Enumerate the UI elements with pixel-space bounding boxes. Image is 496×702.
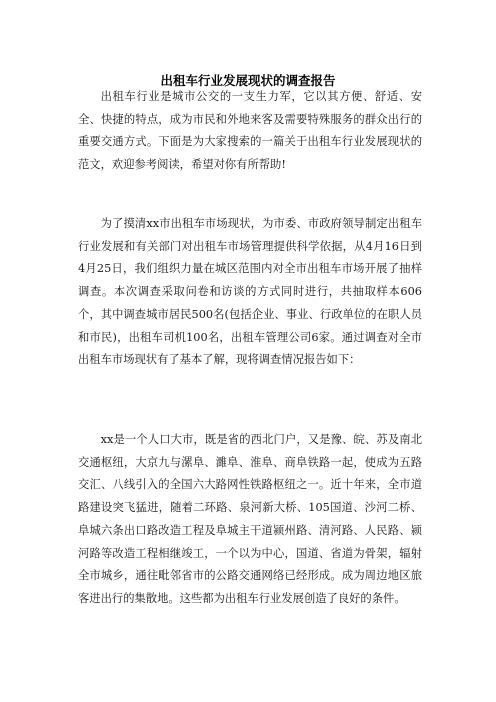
document-title: 出租车行业发展现状的调查报告 (160, 73, 336, 89)
survey-method-paragraph: 为了摸清xx市出租车市场现状，为市委、市政府领导制定出租车行业发展和有关部门对出租车市场管理提供科学依据，从4月16日到4月25日，我们组织力量在城区范围内对全市出租车市场开展了抽样调查。本次调查采取问卷和访谈的方式同时进行，共抽取样本606个，其中调查城市居民500名(包括企业、事业、行政单位的在职人员和市民)，出租车司机100名，出租车管理公司6家。通过调查对全市出租车市场现状有了基本了解，现将调查情况报告如下： (78, 217, 422, 367)
intro-paragraph: 出租车行业是城市公交的一支生力军，它以其方便、舒适、安全、快捷的特点，成为市民和外地来客及需要特殊服务的群众出行的重要交通方式。下面是为大家搜索的一篇关于出租车行业发展现状的范文，欢迎参考阅读，希望对你有所帮助! (78, 90, 422, 172)
city-background-paragraph: xx是一个人口大市，既是省的西北门户，又是豫、皖、苏及南北交通枢纽，大京九与漯阜、濉阜、淮阜、商阜铁路一起，使成为五路交汇、八线引入的全国六大路网性铁路枢纽之一。近十年来，全市道路建设突飞猛进，随着二环路、泉河新大桥、105国道、沙河二桥、阜城六条出口路改造工程及阜城主干道颍州路、清河路、人民路、颍河路等改造工程相继竣工，一个以为中心，国道、省道为骨架，辐射全市城乡，通往毗邻省市的公路交通网络已经形成。成为周边地区旅客进出行的集散地。这些都为出租车行业发展创造了良好的条件。 (78, 433, 422, 605)
